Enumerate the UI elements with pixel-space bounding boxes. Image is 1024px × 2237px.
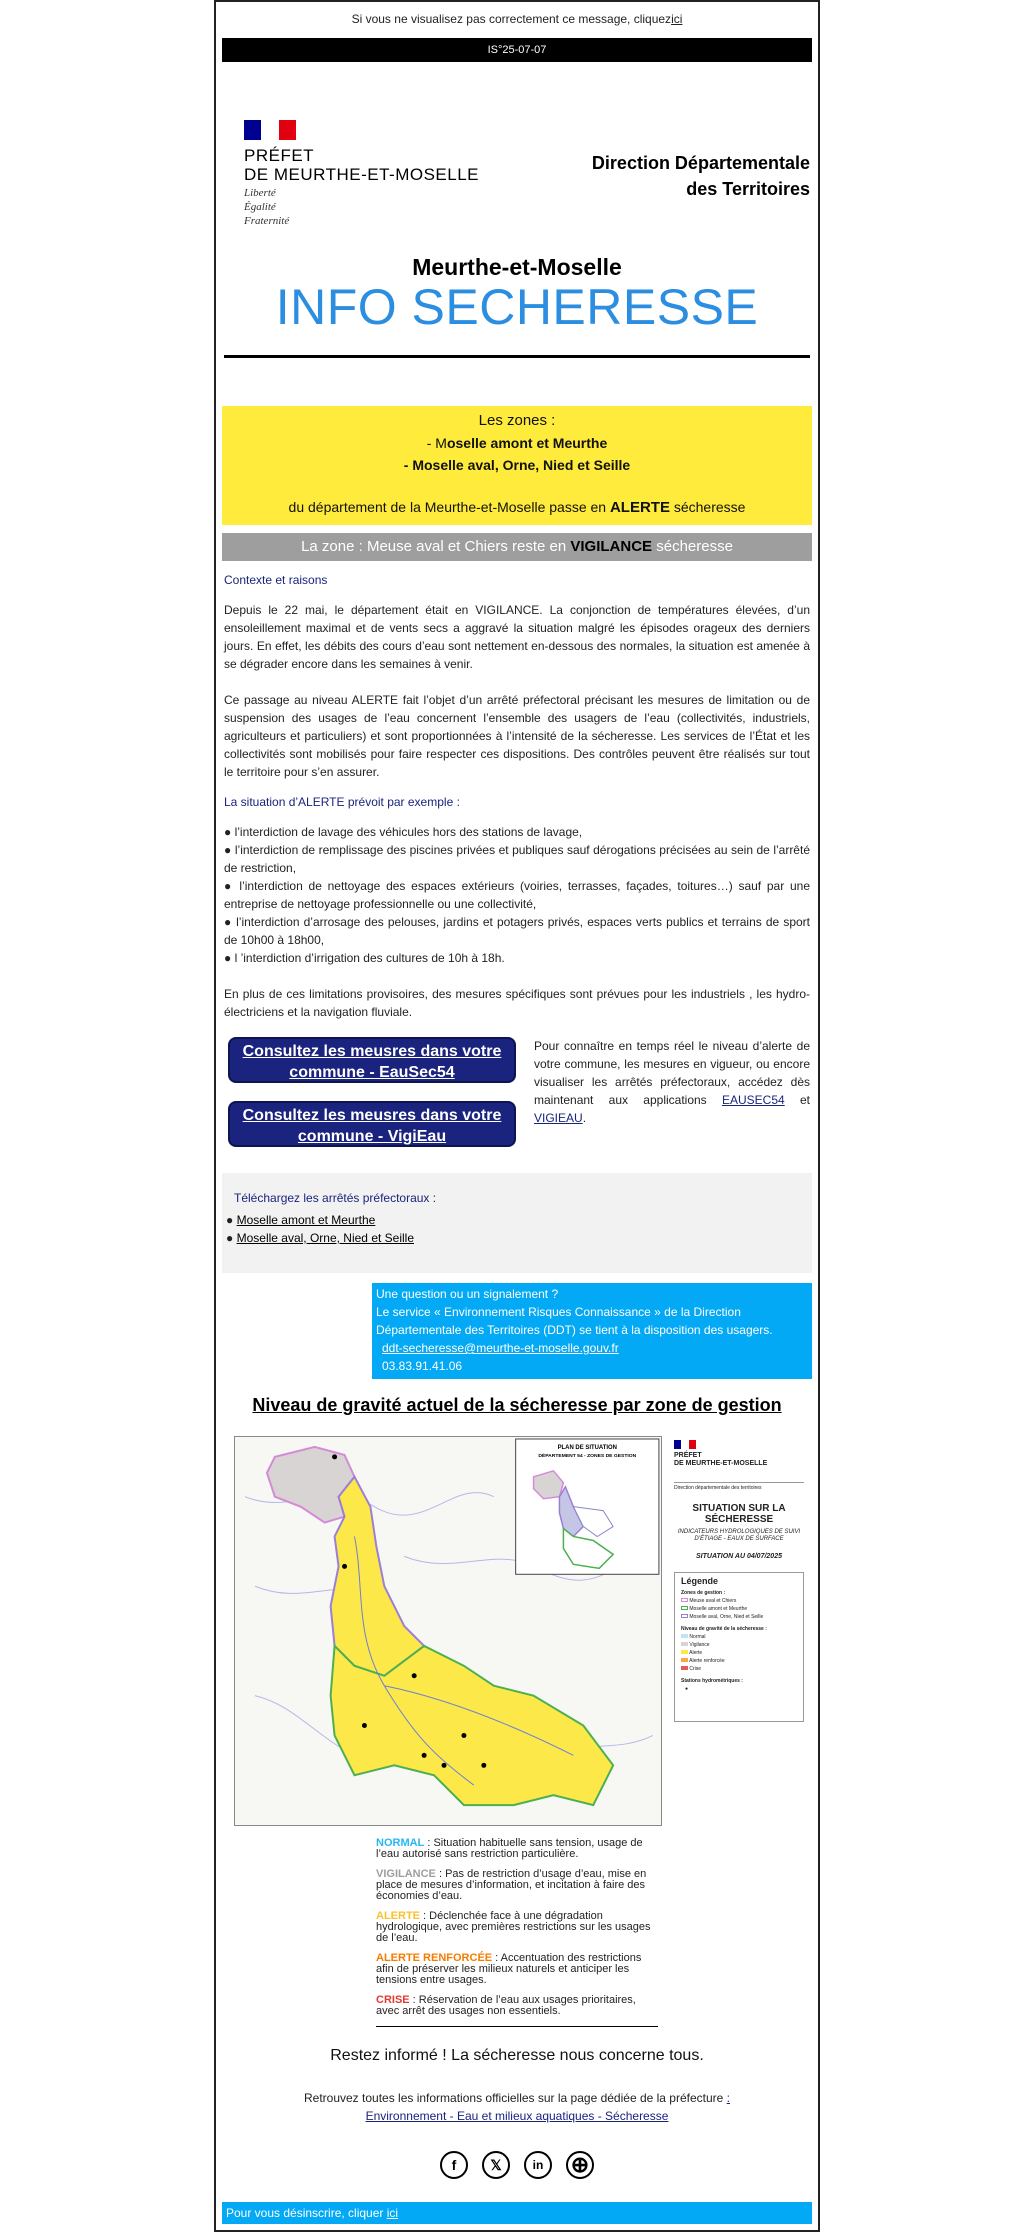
list-item: ● l ’interdiction d’irrigation des cultures de 10h à 18h. [224, 951, 505, 965]
motto-liberte: Liberté [244, 187, 276, 199]
map-level-label: Normal [689, 1634, 706, 1640]
map-zone-item [681, 1605, 797, 1613]
legend-vigilance-text: : Pas de restriction d’usage d’eau, mise en place de mesures d’information, et incitation à faire des économies d’eau. [376, 1868, 647, 1902]
inset-title-1: PLAN DE SITUATION [557, 1444, 617, 1451]
website-globe-icon[interactable]: ⊕ [566, 2151, 594, 2179]
map-zones-title: Zones de gestion : [681, 1590, 726, 1596]
stay-informed: Restez informé ! La sécheresse nous concerne tous. [330, 2047, 704, 2064]
legend-alerte-text: : Déclenchée face à une dégradation hydrologique, avec premières restrictions sur les usages de l’eau. [376, 1910, 651, 1944]
context-title: Contexte et raisons [224, 573, 328, 587]
alert-statement-a: du département de la Meurthe-et-Moselle passe en [288, 499, 610, 515]
legend-normal-key: NORMAL [376, 1837, 425, 1849]
alert-zones-label: Les zones : [478, 412, 556, 429]
prefecture-page-link[interactable]: Environnement - Eau et milieux aquatiques - Sécheresse [365, 2109, 669, 2123]
alert-zone-2: - Moselle aval, Orne, Nied et Seille [403, 457, 631, 473]
map-zone-label: Moselle aval, Orne, Nied et Seille [689, 1614, 764, 1620]
legend-vigilance [376, 1869, 658, 1902]
download-item: ● Moselle aval, Orne, Nied et Seille [226, 1231, 415, 1245]
prefecture-info-text: Retrouvez toutes les informations officielles sur la page dédiée de la préfecture [303, 2091, 727, 2105]
view-online-link[interactable]: ici [671, 12, 683, 26]
map-zone-label: Moselle amont et Meurthe [689, 1606, 748, 1612]
map-heading: Niveau de gravité actuel de la sécheresse par zone de gestion [252, 1395, 782, 1415]
map-level-label: Alerte [689, 1650, 703, 1656]
logo-line-1: PRÉFET [244, 146, 315, 165]
logo-line-2: DE MEURTHE-ET-MOSELLE [244, 165, 480, 184]
alert-statement [232, 496, 802, 519]
map-level-item [681, 1665, 797, 1673]
list-item: ● l’interdiction de lavage des véhicules hors des stations de lavage, [224, 825, 583, 839]
download-item: ● Moselle amont et Meurthe [226, 1213, 376, 1227]
alert-zone-1 [232, 432, 802, 454]
drought-map [234, 1436, 662, 1826]
arrete-link-moselle-aval[interactable]: Moselle aval, Orne, Nied et Seille [236, 1231, 415, 1245]
legend-normal [376, 1838, 658, 1860]
facebook-icon[interactable]: f [440, 2151, 468, 2179]
map-zone-label: Meuse aval et Chiers [689, 1598, 737, 1604]
map-level-item [681, 1633, 797, 1641]
unsubscribe-bar [222, 2202, 812, 2224]
social-links [216, 2151, 818, 2179]
map-indicators: INDICATEURS HYDROLOGIQUES DE SUIVI D’ÉTIAGE - EAUX DE SURFACE [677, 1529, 801, 1542]
prefecture-logo-text [244, 146, 479, 184]
legend-normal-text: : Situation habituelle sans tension, usage de l’eau autorisé sans restriction particulière. [376, 1837, 643, 1860]
context-paragraph-1: Depuis le 22 mai, le département était en VIGILANCE. La conjonction de températures élevées, d’un ensoleillement maximal et de vents secs a aggravé la situation malgré les épisodes orageux des derniers jours. En effet, les débits des cours d’eau sont nettement en-dessous des normales, la situation est amenée à se dégrader encore dans les semaines à venir. [224, 603, 810, 671]
map-level-item [681, 1657, 797, 1665]
eausec54-link[interactable]: EAUSEC54 [721, 1093, 785, 1107]
alert-zone-1-prefix: - M [426, 435, 447, 451]
legend-crise-key: CRISE [376, 1994, 410, 2006]
issue-reference: IS°25-07-07 [222, 38, 812, 62]
vigilance-box [222, 533, 812, 561]
contact-box [372, 1283, 812, 1379]
ddt-line-2: des Territoires [686, 179, 810, 199]
map-legend-panel [674, 1436, 804, 1826]
consult-explanation [516, 1037, 810, 1165]
inset-title-2: DÉPARTEMENT 54 - ZONES DE GESTION [538, 1453, 637, 1459]
map-level-item [681, 1641, 797, 1649]
contact-phone: 03.83.91.41.06 [382, 1359, 463, 1373]
vigilance-text-a: La zone : Meuse aval et Chiers reste en [301, 538, 571, 555]
map-level-label: Vigilance [689, 1642, 710, 1648]
header [216, 62, 818, 242]
map-logo-2: DE MEURTHE-ET-MOSELLE [674, 1460, 768, 1467]
consult-and: et [784, 1093, 810, 1107]
legend-alerte-key: ALERTE [376, 1910, 420, 1922]
legend-vigilance-key: VIGILANCE [376, 1868, 436, 1880]
restriction-list [224, 823, 810, 967]
map-situation-1: SITUATION SUR LA [692, 1503, 786, 1514]
gravity-legend [216, 1838, 818, 2017]
contact-question: Une question ou un signalement ? [376, 1287, 559, 1301]
unsubscribe-link[interactable]: ici [386, 2206, 399, 2220]
map-station-marker-icon: ● [685, 1686, 689, 1692]
situation-title: La situation d’ALERTE prévoit par exemple : [224, 795, 460, 809]
legend-divider [376, 2026, 658, 2027]
alert-box [222, 406, 812, 525]
map-zone-item [681, 1613, 797, 1621]
view-online-line [216, 2, 818, 38]
x-twitter-icon[interactable]: 𝕏 [482, 2151, 510, 2179]
ddt-title [592, 150, 810, 202]
legend-renforcee-key: ALERTE RENFORCÉE [376, 1952, 493, 1964]
consult-row [216, 1037, 818, 1165]
legend-alerte [376, 1911, 658, 1944]
marianne-flag-icon [244, 120, 296, 140]
map-ddt: Direction départementale des territoires [674, 1482, 804, 1491]
vigieau-link[interactable]: VIGIEAU [534, 1111, 583, 1125]
download-title: Téléchargez les arrêtés préfectoraux : [234, 1191, 437, 1205]
alert-zone-1-name: oselle amont et Meurthe [446, 435, 608, 451]
prefecture-colon-link[interactable]: : [726, 2091, 731, 2105]
eausec54-button[interactable]: Consultez les meusres dans votre commune - EauSec54 [228, 1037, 516, 1083]
department-title: Meurthe-et-Moselle [412, 254, 622, 280]
download-section [222, 1173, 812, 1273]
contact-email-link[interactable]: ddt-secheresse@meurthe-et-moselle.gouv.fr [382, 1341, 619, 1355]
map-level-label: Crise [689, 1666, 702, 1672]
map-level-label: Alerte renforcée [689, 1658, 725, 1664]
arrete-link-moselle-amont[interactable]: Moselle amont et Meurthe [236, 1213, 376, 1227]
map-stations-title: Stations hydrométriques : [681, 1678, 743, 1684]
title-divider [224, 355, 810, 358]
newsletter-frame [214, 0, 820, 2232]
vigilance-level-word: VIGILANCE [570, 538, 653, 555]
ddt-line-1: Direction Départementale [591, 153, 810, 173]
legend-crise-text: : Réservation de l’eau aux usages prioritaires, avec arrêt des usages non essentiels. [376, 1994, 636, 2017]
drought-map-figure [216, 1430, 818, 1838]
contact-service: Le service « Environnement Risques Connaissance » de la Direction Départementale des Territoires (DDT) se tient à la disposition des usagers. [376, 1305, 773, 1337]
view-online-text: Si vous ne visualisez pas correctement ce message, cliquez [351, 12, 672, 26]
info-secheresse-title: INFO SECHERESSE [275, 279, 759, 335]
prefecture-info [216, 2089, 818, 2125]
vigieau-button[interactable]: Consultez les meusres dans votre commune - VigiEau [228, 1101, 516, 1147]
map-flag-icon [674, 1440, 696, 1449]
alert-level-word: ALERTE [609, 499, 670, 516]
map-levels-title: Niveau de gravité de la sécheresse : [681, 1626, 767, 1632]
map-zone-item [681, 1597, 797, 1605]
specific-measures-paragraph: En plus de ces limitations provisoires, des mesures spécifiques sont prévues pour les industriels , les hydro-électriciens et la navigation fluviale. [224, 987, 810, 1019]
motto-fraternite: Fraternité [244, 215, 290, 227]
list-item: ● l’interdiction d’arrosage des pelouses, jardins et potagers privés, espaces verts publics et terrains de sport de 10h00 à 18h00, [224, 915, 810, 947]
context-paragraph-2: Ce passage au niveau ALERTE fait l’objet d’un arrêté préfectoral précisant les mesures de limitation ou de suspension des usages de l’eau concernent l’ensemble des usagers de l’eau (collectivités, industriels, agriculteurs et particuliers) et sont proportionnées à l’intensité de la sécheresse. Les services de l’État et les collectivités sont mobilisés pour faire respecter ces dispositions. Des contrôles peuvent être réalisés sur tout le territoire pour s’en assurer. [224, 693, 810, 779]
map-logo-1: PRÉFET [674, 1452, 702, 1459]
map-legend-title: Légende [681, 1576, 719, 1586]
consult-buttons [228, 1037, 516, 1165]
legend-crise [376, 1995, 658, 2017]
vigilance-text-c: sécheresse [652, 538, 733, 555]
list-item: ● l’interdiction de nettoyage des espaces extérieurs (voiries, terrasses, façades, toitures…) sauf par une entreprise de nettoyage professionnelle ou une collectivité, [224, 879, 810, 911]
context-section [216, 573, 818, 1021]
consult-end: . [582, 1111, 587, 1125]
alert-statement-c: sécheresse [669, 499, 746, 515]
legend-alerte-renforcee [376, 1953, 658, 1986]
legend-renforcee-text: : Accentuation des restrictions afin de préserver les milieux naturels et anticiper les tensions entre usages. [376, 1952, 642, 1986]
republic-motto [244, 186, 289, 228]
motto-egalite: Égalité [244, 201, 276, 213]
map-situation-2: SÉCHERESSE [704, 1514, 774, 1525]
list-item: ● l’interdiction de remplissage des piscines privées et publiques sauf dérogations précisées au sein de l’arrêté de restriction, [224, 843, 810, 875]
consult-text: Pour connaître en temps réel le niveau d’alerte de votre commune, les mesures en vigueur, ou encore visualiser les arrêtés préfectoraux, accédez dès maintenant aux applications [534, 1039, 810, 1107]
map-level-item [681, 1649, 797, 1657]
map-legend-box [674, 1572, 804, 1722]
map-date: SITUATION AU 04/07/2025 [696, 1553, 782, 1560]
unsubscribe-text: Pour vous désinscrire, cliquer [226, 2206, 387, 2220]
linkedin-icon[interactable]: in [524, 2151, 552, 2179]
